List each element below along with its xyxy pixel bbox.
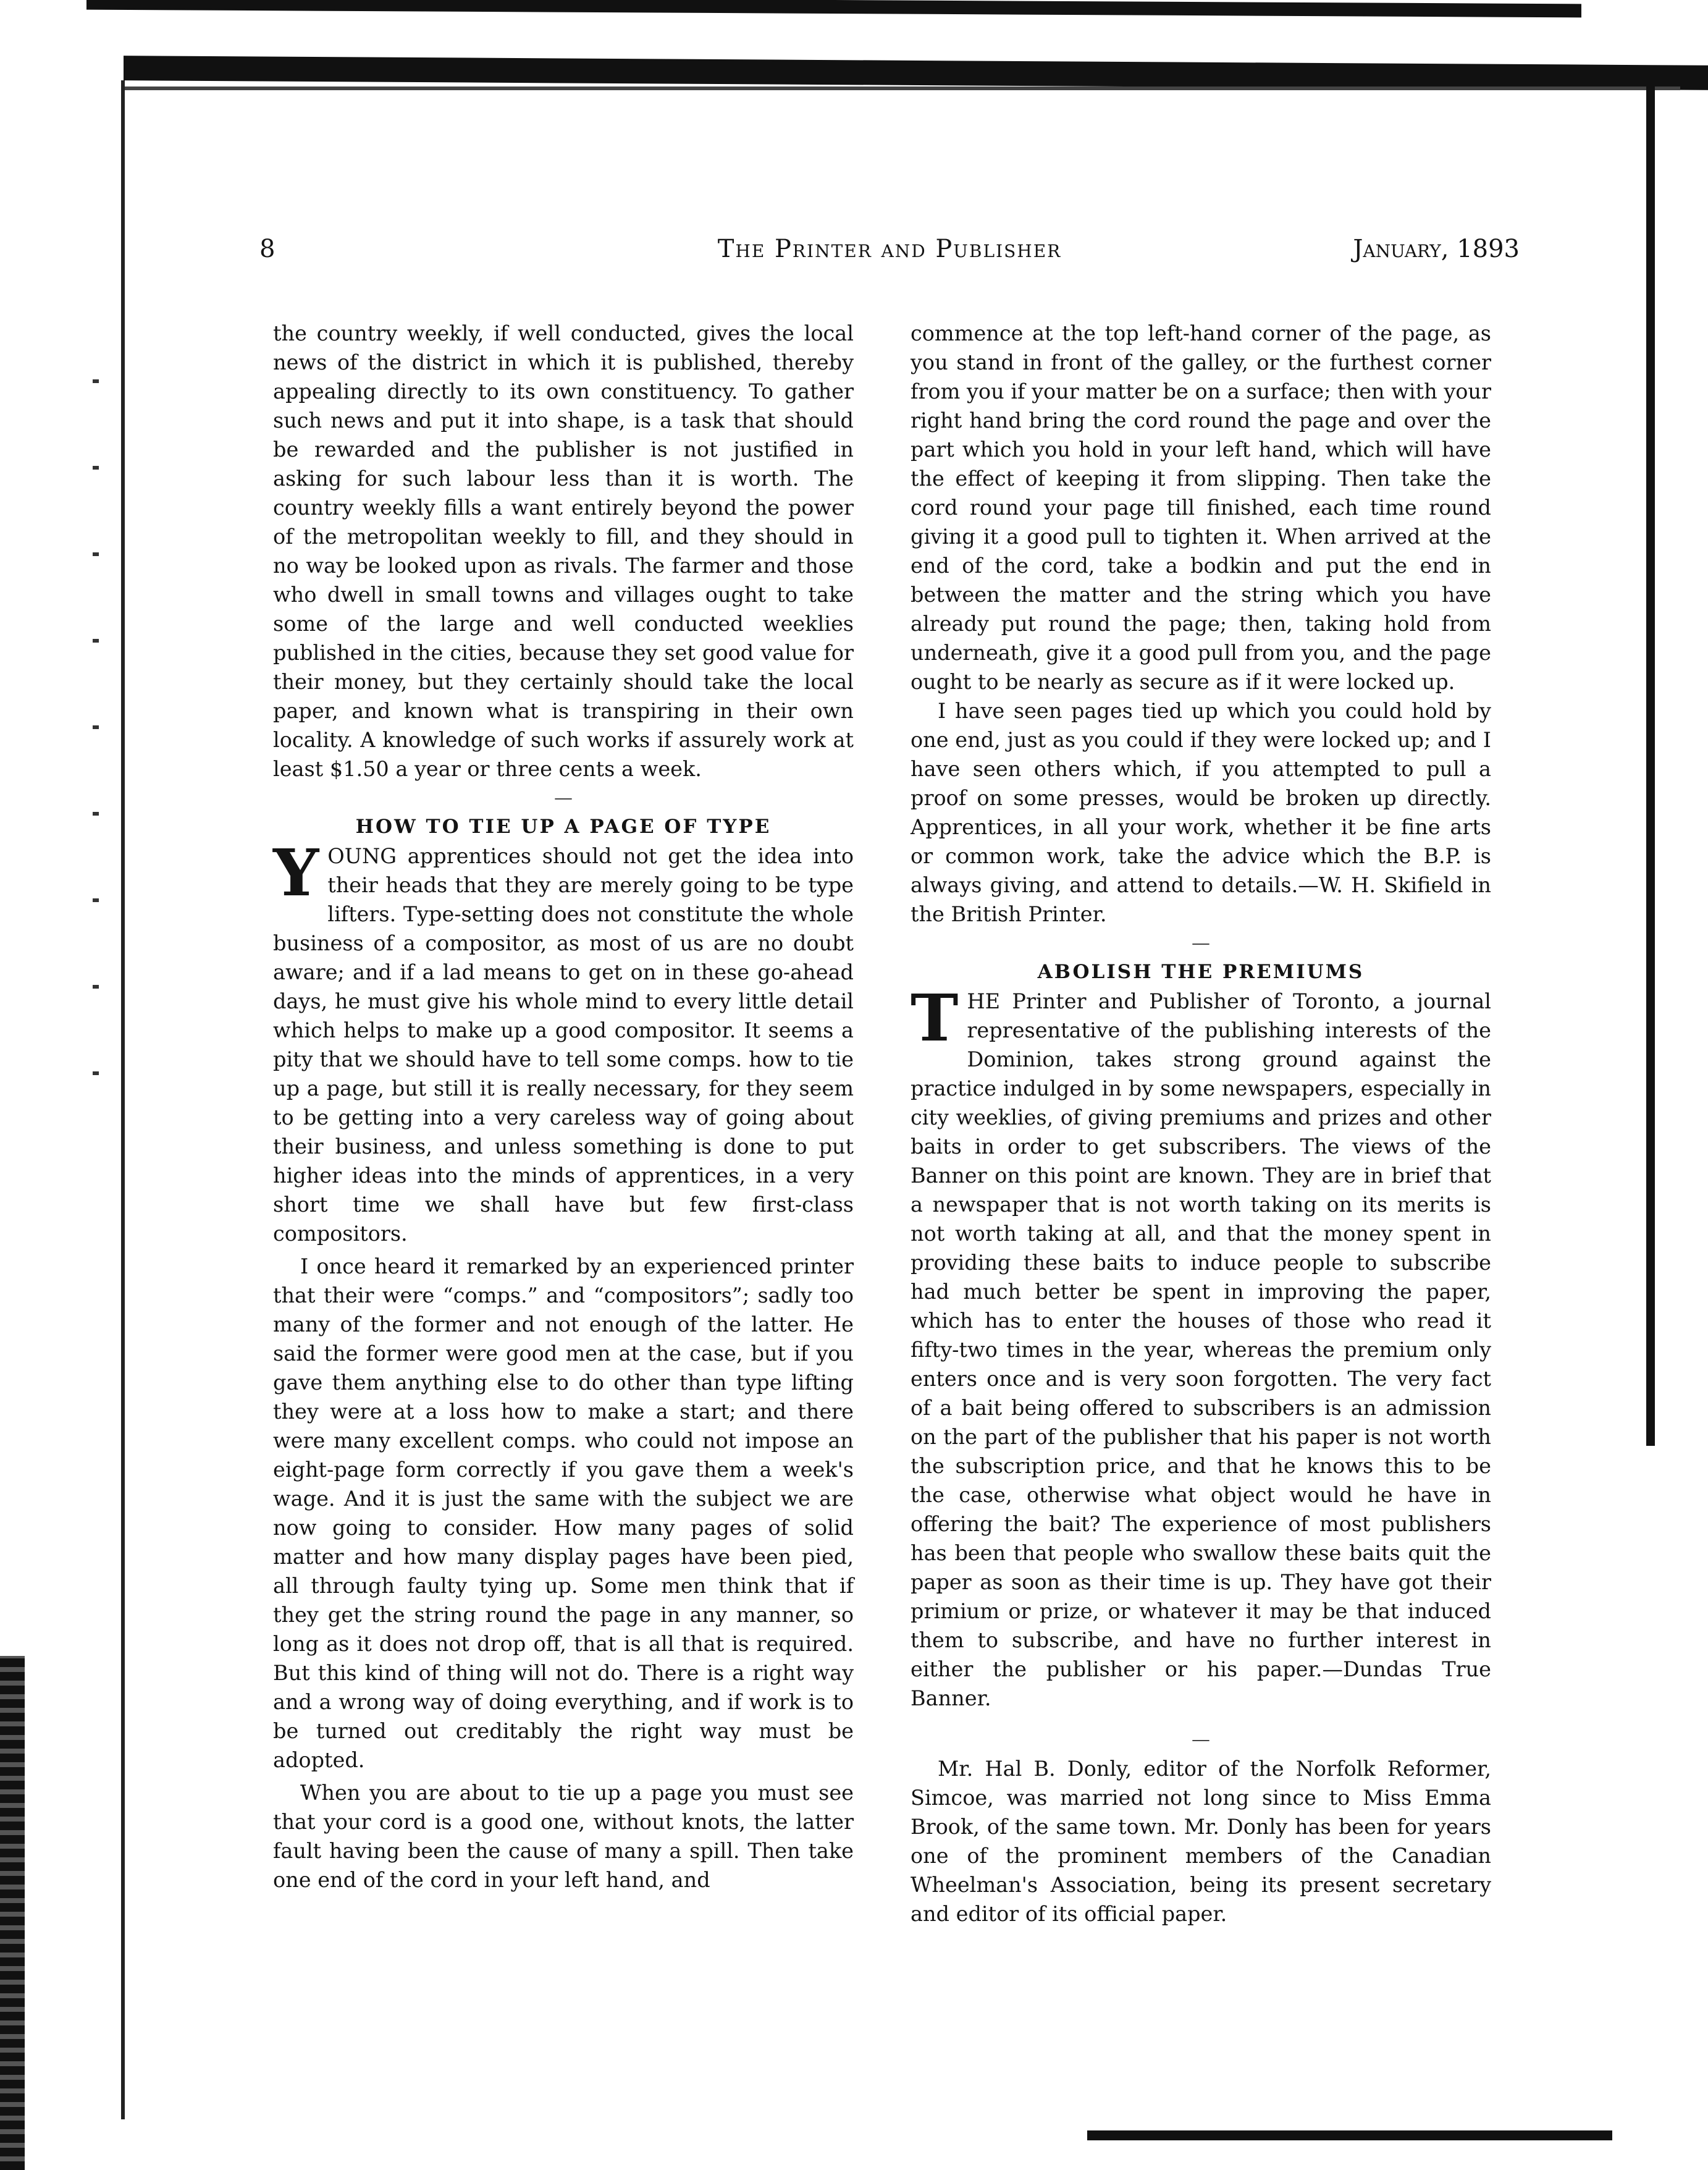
issue-date: January, 1893	[1353, 235, 1520, 263]
paragraph	[273, 835, 854, 1248]
scan-border-left	[121, 80, 125, 2119]
running-header	[259, 235, 1520, 278]
paragraph	[911, 980, 1491, 1713]
scan-border-rule-thin	[124, 87, 1680, 90]
scan-specks	[93, 309, 99, 1112]
divider: —	[1192, 932, 1210, 954]
paragraph-text: HE Printer and Publisher of Toronto, a journal representative of the publishing interests of the Dominion, takes strong ground against the practice indulged in by some newspapers, especially in city weeklies, of giving premiums and prizes and other baits in order to get subscribers. The views of the Banner on this point are known. They are in brief that a newspaper that is not worth taking on its merits is not worth taking at all, and that the money spent in providing these baits to induce people to subscribe had much better be spent in improving the paper, which has to enter the houses of those who read it fifty-two times in the year, whereas the premium only enters once and is very soon forgotten. The very fact of a bait being offered to subscribers is an admission on the part of the publisher that his paper is not worth the subscription price, and that he knows this to be the case, otherwise what object would he have in offering the bait? The experience of most publishers has been that people who swallow these baits quit the paper as soon as their time is up. They have got their primium or prize, or whatever it may be that induced them to subscribe, and have no further interest in either the publisher or his paper.—Dundas True Banner.	[911, 989, 1491, 1710]
right-column	[911, 319, 1491, 1928]
article-heading: HOW TO TIE UP A PAGE OF TYPE	[355, 816, 772, 838]
drop-cap: T	[911, 980, 959, 1056]
paragraph: I have seen pages tied up which you could hold by one end, just as you could if they were locked up; and I have seen others which, if you attempted to pull a proof on some presses, would be broken up directly. Apprentices, in all your work, whether it be fine arts or common work, take the advice which the B.P. is always giving, and attend to details.—W. H. Skifield in the British Printer.	[911, 699, 1491, 926]
paragraph: When you are about to tie up a page you must see that your cord is a good one, without knots, the latter fault having been the cause of many a spill. Then take one end of the cord in your left hand, and	[273, 1781, 854, 1892]
scan-border-right	[1646, 87, 1655, 1446]
scan-border-top	[86, 0, 1581, 17]
page-number: 8	[259, 235, 276, 263]
article-heading: ABOLISH THE PREMIUMS	[1037, 961, 1365, 983]
paragraph: I once heard it remarked by an experienced printer that their were “comps.” and “compositors”; sadly too many of the former and not enough of the latter. He said the former were good men at the case, but if you gave them anything else to do other than type lifting they were at a loss how to make a start; and there were many excellent comps. who could not impose an eight-page form correctly if you gave them a week's wage. And it is just the same with the subject we are now going to consider. How many pages of solid matter and how many display pages have been pied, all through faulty tying up. Some men think that if they get the string round the page in any manner, so long as it does not drop off, that is all that is required. But this kind of thing will not do. There is a right way and a wrong way of doing everything, and if work is to be turned out creditably the right way must be adopted.	[273, 1254, 854, 1772]
scan-border-bottom	[1087, 2130, 1612, 2140]
paragraph-text: OUNG apprentices should not get the idea into their heads that they are merely going to be type lifters. Type-setting does not constitute the whole business of a compositor, as most of us are no doubt aware; and if a lad means to get on in these go-ahead days, he must give his whole mind to every little detail which helps to make up a good compositor. It seems a pity that we should have to tell some comps. how to tie up a page, but still it is really necessary, for they seem to be getting into a very careless way of going about their business, and unless something is done to put higher ideas into the minds of apprentices, in a very short time we shall have but few first-class compositors.	[273, 844, 854, 1246]
scan-border-rule	[124, 56, 1708, 90]
journal-title: The Printer and Publisher	[717, 235, 1062, 263]
paragraph: the country weekly, if well conducted, gives the local news of the district in which it is published, thereby appealing directly to its own constituency. To gather such news and put it into shape, is a task that should be rewarded and the publisher is not justified in asking for such labour less than it is worth. The country weekly fills a want entirely beyond the power of the metropolitan weekly to fill, and they should in no way be looked upon as rivals. The farmer and those who dwell in small towns and villages ought to take some of the large and well conducted weeklies published in the cities, because they set good value for their money, but they certainly should take the local paper, and known what is transpiring in their own locality. A knowledge of such works if assurely work at least $1.50 a year or three cents a week.	[273, 321, 854, 781]
drop-cap: Y	[273, 835, 319, 911]
paragraph: Mr. Hal B. Donly, editor of the Norfolk Reformer, Simcoe, was married not long since to Miss Emma Brook, of the same town. Mr. Donly has been for years one of the prominent members of the Canadian Wheelman's Association, being its present secretary and editor of its official paper.	[911, 1757, 1491, 1926]
divider: —	[554, 787, 573, 809]
left-column	[273, 319, 854, 1894]
divider: —	[1192, 1729, 1210, 1750]
paragraph: commence at the top left-hand corner of the page, as you stand in front of the galley, or the furthest corner from you if your matter be on a surface; then with your right hand bring the cord round the page and over the part which you hold in your left hand, which will have the effect of keeping it from slipping. Then take the cord round your page till finished, each time round giving it a good pull to tighten it. When arrived at the end of the cord, take a bodkin and put the end in between the matter and the string which you have already put round the page; then, taking hold from underneath, give it a good pull from you, and the page ought to be nearly as secure as if it were locked up.	[911, 321, 1492, 694]
binding-edge	[0, 1656, 25, 2170]
